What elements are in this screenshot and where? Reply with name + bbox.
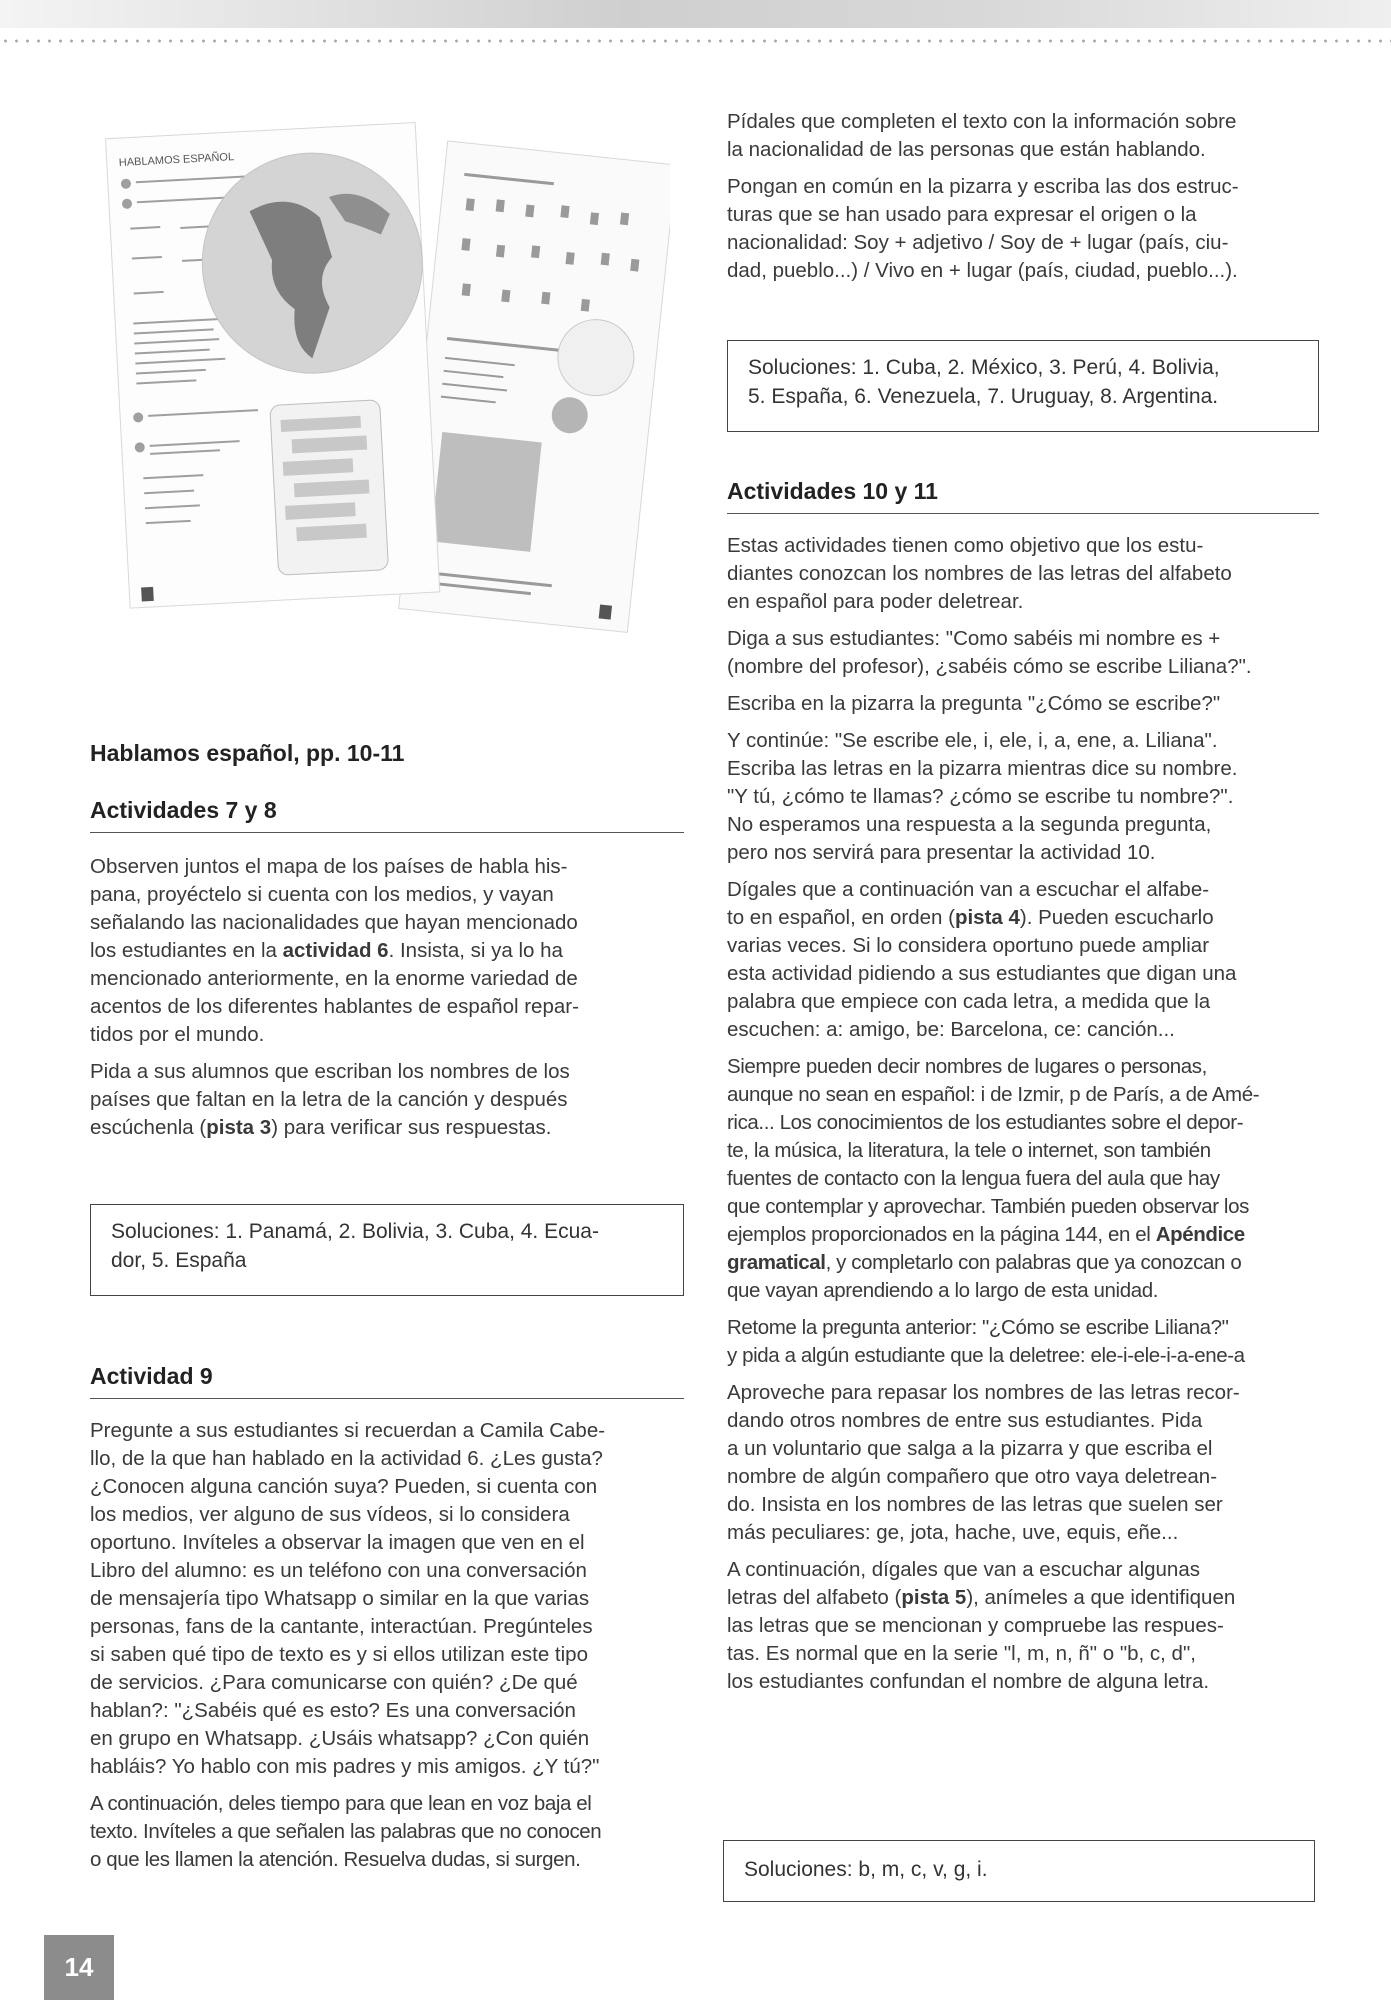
- paragraph-observen: Observen juntos el mapa de los países de habla his- pana, proyéctelo si cuenta con los medios, y vayan señalando las nacionalidades que hayan mencionado los estudiantes en la actividad 6. Insista, si ya lo ha mencionado anteriormente, en la enorme variedad de acentos de los diferentes hablantes de español repar- tidos por el mundo.: [90, 855, 579, 1046]
- paragraph-pongan: Pongan en común en la pizarra y escriba las dos estruc- turas que se han usado para expresar el origen o la nacionalidad: Soy + adjetivo / Soy de + lugar (país, ciu- dad, pueblo...) / Vivo en + lugar (país, ciudad, pueblo...).: [727, 175, 1239, 282]
- section-title: Hablamos español, pp. 10-11: [90, 740, 405, 766]
- solutions-box-10-11: Soluciones: b, m, c, v, g, i.: [723, 1840, 1315, 1902]
- right-column-intro: [727, 108, 1319, 285]
- dotted-rule: [0, 38, 1391, 44]
- paragraph-objetivo: Estas actividades tienen como objetivo que los estu- diantes conozcan los nombres de las letras del alfabeto en español para poder deletrear.: [727, 534, 1232, 613]
- paragraph-escuchar-letras: A continuación, dígales que van a escuchar algunas letras del alfabeto (pista 5), anímeles a que identifiquen las letras que se mencionan y compruebe las respues- tas. Es normal que en la serie "l, m, n, ñ" o "b, c, d", los estudiantes confundan el nombre de alguna letra.: [727, 1558, 1236, 1693]
- paragraph-diga: Diga a sus estudiantes: "Como sabéis mi nombre es + (nombre del profesor), ¿sabéis cómo se escribe Liliana?".: [727, 627, 1252, 678]
- paragraph-alfabeto: Dígales que a continuación van a escuchar el alfabe- to en español, en orden (pista 4). Pueden escucharlo varias veces. Si lo considera oportuno puede ampliar esta actividad pidiendo a sus estudiantes que digan una palabra que empiece con cada letra, a medida que la escuchen: a: amigo, be: Barcelona, ce: canción...: [727, 878, 1237, 1041]
- paragraph-escriba: Escriba en la pizarra la pregunta "¿Cómo se escribe?": [727, 692, 1221, 715]
- paragraph-continue: Y continúe: "Se escribe ele, i, ele, i, a, ene, a. Liliana". Escriba las letras en la pizarra mientras dice su nombre. "Y tú, ¿cómo te llamas? ¿cómo se escribe tu nombre?". No esperamos una respuesta a la segunda pregunta, pero nos servirá para presentar la actividad 10.: [727, 729, 1238, 864]
- paragraph-pida: Pida a sus alumnos que escriban los nombres de los países que faltan en la letra de la canción y después escúchenla (pista 3) para verificar sus respuestas.: [90, 1060, 570, 1139]
- solutions-label: Soluciones:: [744, 1858, 853, 1881]
- solutions-box-top: Soluciones: 1. Cuba, 2. México, 3. Perú, 4. Bolivia, 5. España, 6. Venezuela, 7. Uruguay, 8. Argentina.: [727, 340, 1319, 432]
- heading-actividad-9: Actividad 9: [90, 1363, 684, 1399]
- paragraph-camila: Pregunte a sus estudiantes si recuerdan a Camila Cabe- llo, de la que han hablado en la actividad 6. ¿Les gusta? ¿Conocen alguna canción suya? Pueden, si cuenta con los medios, ver alguno de sus vídeos, si lo considera oportuno. Invíteles a observar la imagen que ven en el Libro del alumno: es un teléfono con una conversación de mensajería tipo Whatsapp o similar en la que varias personas, fans de la cantante, interactúan. Pregúnteles si saben qué tipo de texto es y si ellos utilizan este tipo de servicios. ¿Para comunicarse con quién? ¿De qué hablan?: "¿Sabéis qué es esto? Es una conversación en grupo en Whatsapp. ¿Usáis whatsapp? ¿Con quién habláis? Yo hablo con mis padres y mis amigos. ¿Y tú?": [90, 1419, 606, 1778]
- thumbnail-left-page: [106, 123, 440, 609]
- paragraph-retome: Retome la pregunta anterior: "¿Cómo se escribe Liliana?" y pida a algún estudiante que la deletree: ele-i-ele-i-a-ene-a: [727, 1316, 1245, 1367]
- heading-actividades-7-8: Actividades 7 y 8: [90, 797, 684, 833]
- paragraph-completen: Pídales que completen el texto con la información sobre la nacionalidad de las personas que están hablando.: [727, 110, 1237, 161]
- thumbnail-heading: HABLAMOS ESPAÑOL: [118, 151, 235, 170]
- section-hablamos: [90, 740, 684, 1142]
- student-book-thumbnail: [100, 110, 670, 690]
- paragraph-aproveche: Aproveche para repasar los nombres de las letras recor- dando otros nombres de entre sus estudiantes. Pida a un voluntario que salga a la pizarra y que escriba el nombre de algún compañero que otro vaya deletrean- do. Insista en los nombres de las letras que suelen ser más peculiares: ge, jota, hache, uve, equis, eñe...: [727, 1381, 1240, 1544]
- page-number: 14: [44, 1935, 114, 2000]
- paragraph-siempre: Siempre pueden decir nombres de lugares o personas, aunque no sean en español: i de Izmir, p de París, a de Amé- rica... Los conocimientos de los estudiantes sobre el depor- te, la música, la literatura, la tele o internet, son también fuentes de contacto con la lengua fuera del aula que hay que contemplar y aprovechar. También pueden observar los ejemplos proporcionados en la página 144, en el Apéndice gramatical, y completarlo con palabras que ya conozcan o que vayan aprendiendo a lo largo de esta unidad.: [727, 1055, 1260, 1302]
- section-actividades-10-11: [727, 478, 1319, 1696]
- heading-actividades-10-11: Actividades 10 y 11: [727, 478, 1319, 514]
- solutions-box-7-8: Soluciones: 1. Panamá, 2. Bolivia, 3. Cuba, 4. Ecua- dor, 5. España: [90, 1204, 684, 1296]
- solutions-label: Soluciones:: [111, 1220, 220, 1243]
- solutions-label: Soluciones:: [748, 356, 857, 379]
- paragraph-deles-tiempo: A continuación, deles tiempo para que lean en voz baja el texto. Invíteles a que señalen las palabras que no conocen o que les llamen la atención. Resuelva dudas, si surgen.: [90, 1792, 602, 1871]
- section-actividad-9: [90, 1363, 684, 1874]
- thumbnail-right-page: [399, 141, 670, 632]
- top-decorative-band: [0, 0, 1391, 28]
